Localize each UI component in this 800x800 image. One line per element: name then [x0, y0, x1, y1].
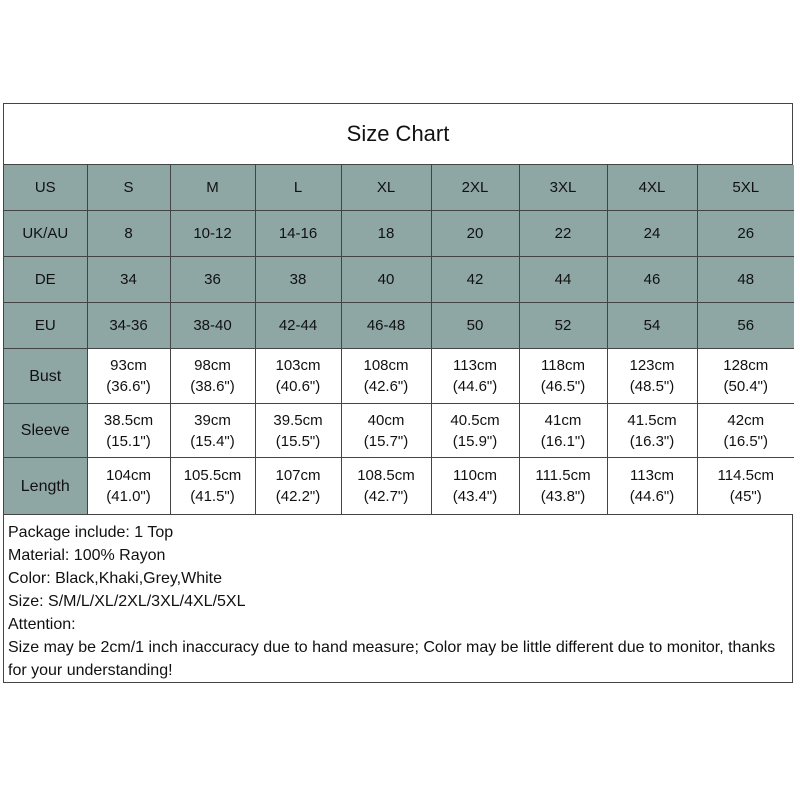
measure-inch: (48.5") — [629, 378, 675, 395]
measure-cm: 39cm — [194, 411, 231, 429]
size-cell: 34 — [87, 257, 170, 303]
measure-cell — [431, 458, 519, 515]
measure-inch: (42.6") — [363, 378, 409, 395]
measure-inch: (41.0") — [106, 488, 151, 505]
measure-inch: (15.1") — [106, 432, 151, 450]
measure-cm: 39.5cm — [273, 411, 323, 429]
measure-row-length — [4, 458, 794, 515]
measure-cm: 42cm — [727, 411, 765, 429]
size-cell: 46 — [607, 257, 697, 303]
measure-row-bust — [4, 349, 794, 404]
size-cell: 18 — [341, 211, 431, 257]
measure-cell — [255, 349, 341, 404]
size-row-de — [4, 257, 794, 303]
measure-cell — [170, 404, 255, 458]
measure-cm: 114.5cm — [717, 467, 774, 484]
measure-cell — [697, 349, 794, 404]
measure-cm: 107cm — [275, 467, 321, 484]
measure-cell — [341, 404, 431, 458]
size-cell: 48 — [697, 257, 794, 303]
size-cell: S — [87, 165, 170, 211]
measure-row-sleeve — [4, 404, 794, 458]
row-label: Bust — [4, 349, 87, 404]
measure-cell — [255, 404, 341, 458]
size-row-eu — [4, 303, 794, 349]
size-cell: 42 — [431, 257, 519, 303]
measure-inch: (15.7") — [363, 432, 409, 450]
measure-inch: (45") — [729, 488, 762, 505]
note-line: Material: 100% Rayon — [8, 547, 166, 564]
measure-cm: 123cm — [629, 357, 675, 374]
size-table-body — [4, 165, 794, 514]
measure-cm: 40.5cm — [450, 411, 500, 429]
size-cell: 5XL — [697, 165, 794, 211]
size-cell: M — [170, 165, 255, 211]
measure-cell — [255, 458, 341, 515]
measure-cell — [431, 404, 519, 458]
note-line: Attention: — [8, 616, 76, 633]
measure-cm: 103cm — [275, 357, 321, 374]
measure-cm: 118cm — [541, 357, 585, 374]
measure-cell — [519, 349, 607, 404]
size-cell: 34-36 — [87, 303, 170, 349]
measure-inch: (36.6") — [106, 378, 151, 395]
size-cell: 50 — [431, 303, 519, 349]
measure-cm: 108.5cm — [357, 467, 415, 484]
row-label: EU — [4, 303, 87, 349]
size-cell: 56 — [697, 303, 794, 349]
measure-cm: 105.5cm — [183, 467, 242, 484]
measure-inch: (15.9") — [452, 432, 498, 450]
measure-inch: (16.1") — [540, 432, 586, 450]
measure-cm: 41.5cm — [627, 411, 677, 429]
measure-inch: (16.3") — [629, 432, 675, 450]
measure-cm: 113cm — [453, 357, 497, 374]
measure-inch: (16.5") — [723, 432, 768, 450]
measure-cell — [87, 404, 170, 458]
measure-cm: 40cm — [367, 411, 405, 429]
measure-cm: 98cm — [194, 357, 231, 374]
size-cell: 46-48 — [341, 303, 431, 349]
measure-cm: 108cm — [363, 357, 409, 374]
size-cell: 36 — [170, 257, 255, 303]
measure-cell — [170, 458, 255, 515]
note-line: Package include: 1 Top — [8, 524, 174, 541]
note-line: Color: Black,Khaki,Grey,White — [8, 570, 222, 587]
size-cell: L — [255, 165, 341, 211]
measure-cell — [607, 404, 697, 458]
size-cell: 44 — [519, 257, 607, 303]
measure-cm: 110cm — [453, 467, 497, 484]
size-row-uk-au — [4, 211, 794, 257]
measure-inch: (44.6") — [452, 378, 498, 395]
measure-cell — [519, 404, 607, 458]
measure-inch: (46.5") — [540, 378, 586, 395]
chart-title: Size Chart — [4, 104, 792, 165]
measure-inch: (43.8") — [540, 488, 586, 505]
size-cell: 24 — [607, 211, 697, 257]
measure-inch: (42.2") — [275, 488, 321, 505]
size-row-us — [4, 165, 794, 211]
measure-cm: 38.5cm — [103, 411, 154, 429]
size-cell: 52 — [519, 303, 607, 349]
size-cell: 3XL — [519, 165, 607, 211]
size-cell: 42-44 — [255, 303, 341, 349]
measure-inch: (44.6") — [629, 488, 675, 505]
measure-inch: (43.4") — [452, 488, 498, 505]
row-label: UK/AU — [4, 211, 87, 257]
size-cell: XL — [341, 165, 431, 211]
size-cell: 26 — [697, 211, 794, 257]
measure-inch: (42.7") — [363, 488, 409, 505]
size-cell: 14-16 — [255, 211, 341, 257]
measure-cm: 111.5cm — [535, 467, 591, 484]
size-table — [4, 165, 794, 514]
measure-cell — [519, 458, 607, 515]
measure-cell — [607, 458, 697, 515]
measure-inch: (40.6") — [275, 378, 321, 395]
row-label: Sleeve — [4, 404, 87, 458]
size-cell: 54 — [607, 303, 697, 349]
size-cell: 10-12 — [170, 211, 255, 257]
measure-cm: 104cm — [105, 467, 152, 484]
measure-cm: 113cm — [630, 467, 674, 484]
measure-cm: 128cm — [723, 357, 769, 374]
measure-cell — [341, 458, 431, 515]
measure-inch: (15.5") — [275, 432, 321, 450]
size-cell: 2XL — [431, 165, 519, 211]
size-cell: 38 — [255, 257, 341, 303]
note-line: Size may be 2cm/1 inch inaccuracy due to hand measure; Color may be little different due to monitor, thanks for your understanding! — [8, 639, 776, 679]
size-cell: 8 — [87, 211, 170, 257]
size-cell: 40 — [341, 257, 431, 303]
row-label: DE — [4, 257, 87, 303]
row-label: Length — [4, 458, 87, 515]
measure-inch: (38.6") — [190, 378, 235, 395]
measure-cell — [87, 458, 170, 515]
measure-cell — [341, 349, 431, 404]
note-line: Size: S/M/L/XL/2XL/3XL/4XL/5XL — [8, 593, 246, 610]
measure-cm: 93cm — [110, 357, 147, 374]
size-cell: 20 — [431, 211, 519, 257]
measure-cell — [431, 349, 519, 404]
measure-cell — [87, 349, 170, 404]
size-chart — [3, 103, 793, 683]
measure-inch: (50.4") — [723, 378, 768, 395]
measure-inch: (41.5") — [190, 488, 235, 505]
measure-cell — [170, 349, 255, 404]
measure-inch: (15.4") — [190, 432, 235, 450]
measure-cm: 41cm — [544, 411, 582, 429]
size-cell: 38-40 — [170, 303, 255, 349]
row-label: US — [4, 165, 87, 211]
size-cell: 22 — [519, 211, 607, 257]
measure-cell — [697, 458, 794, 515]
measure-cell — [697, 404, 794, 458]
product-notes — [4, 514, 792, 682]
size-cell: 4XL — [607, 165, 697, 211]
measure-cell — [607, 349, 697, 404]
